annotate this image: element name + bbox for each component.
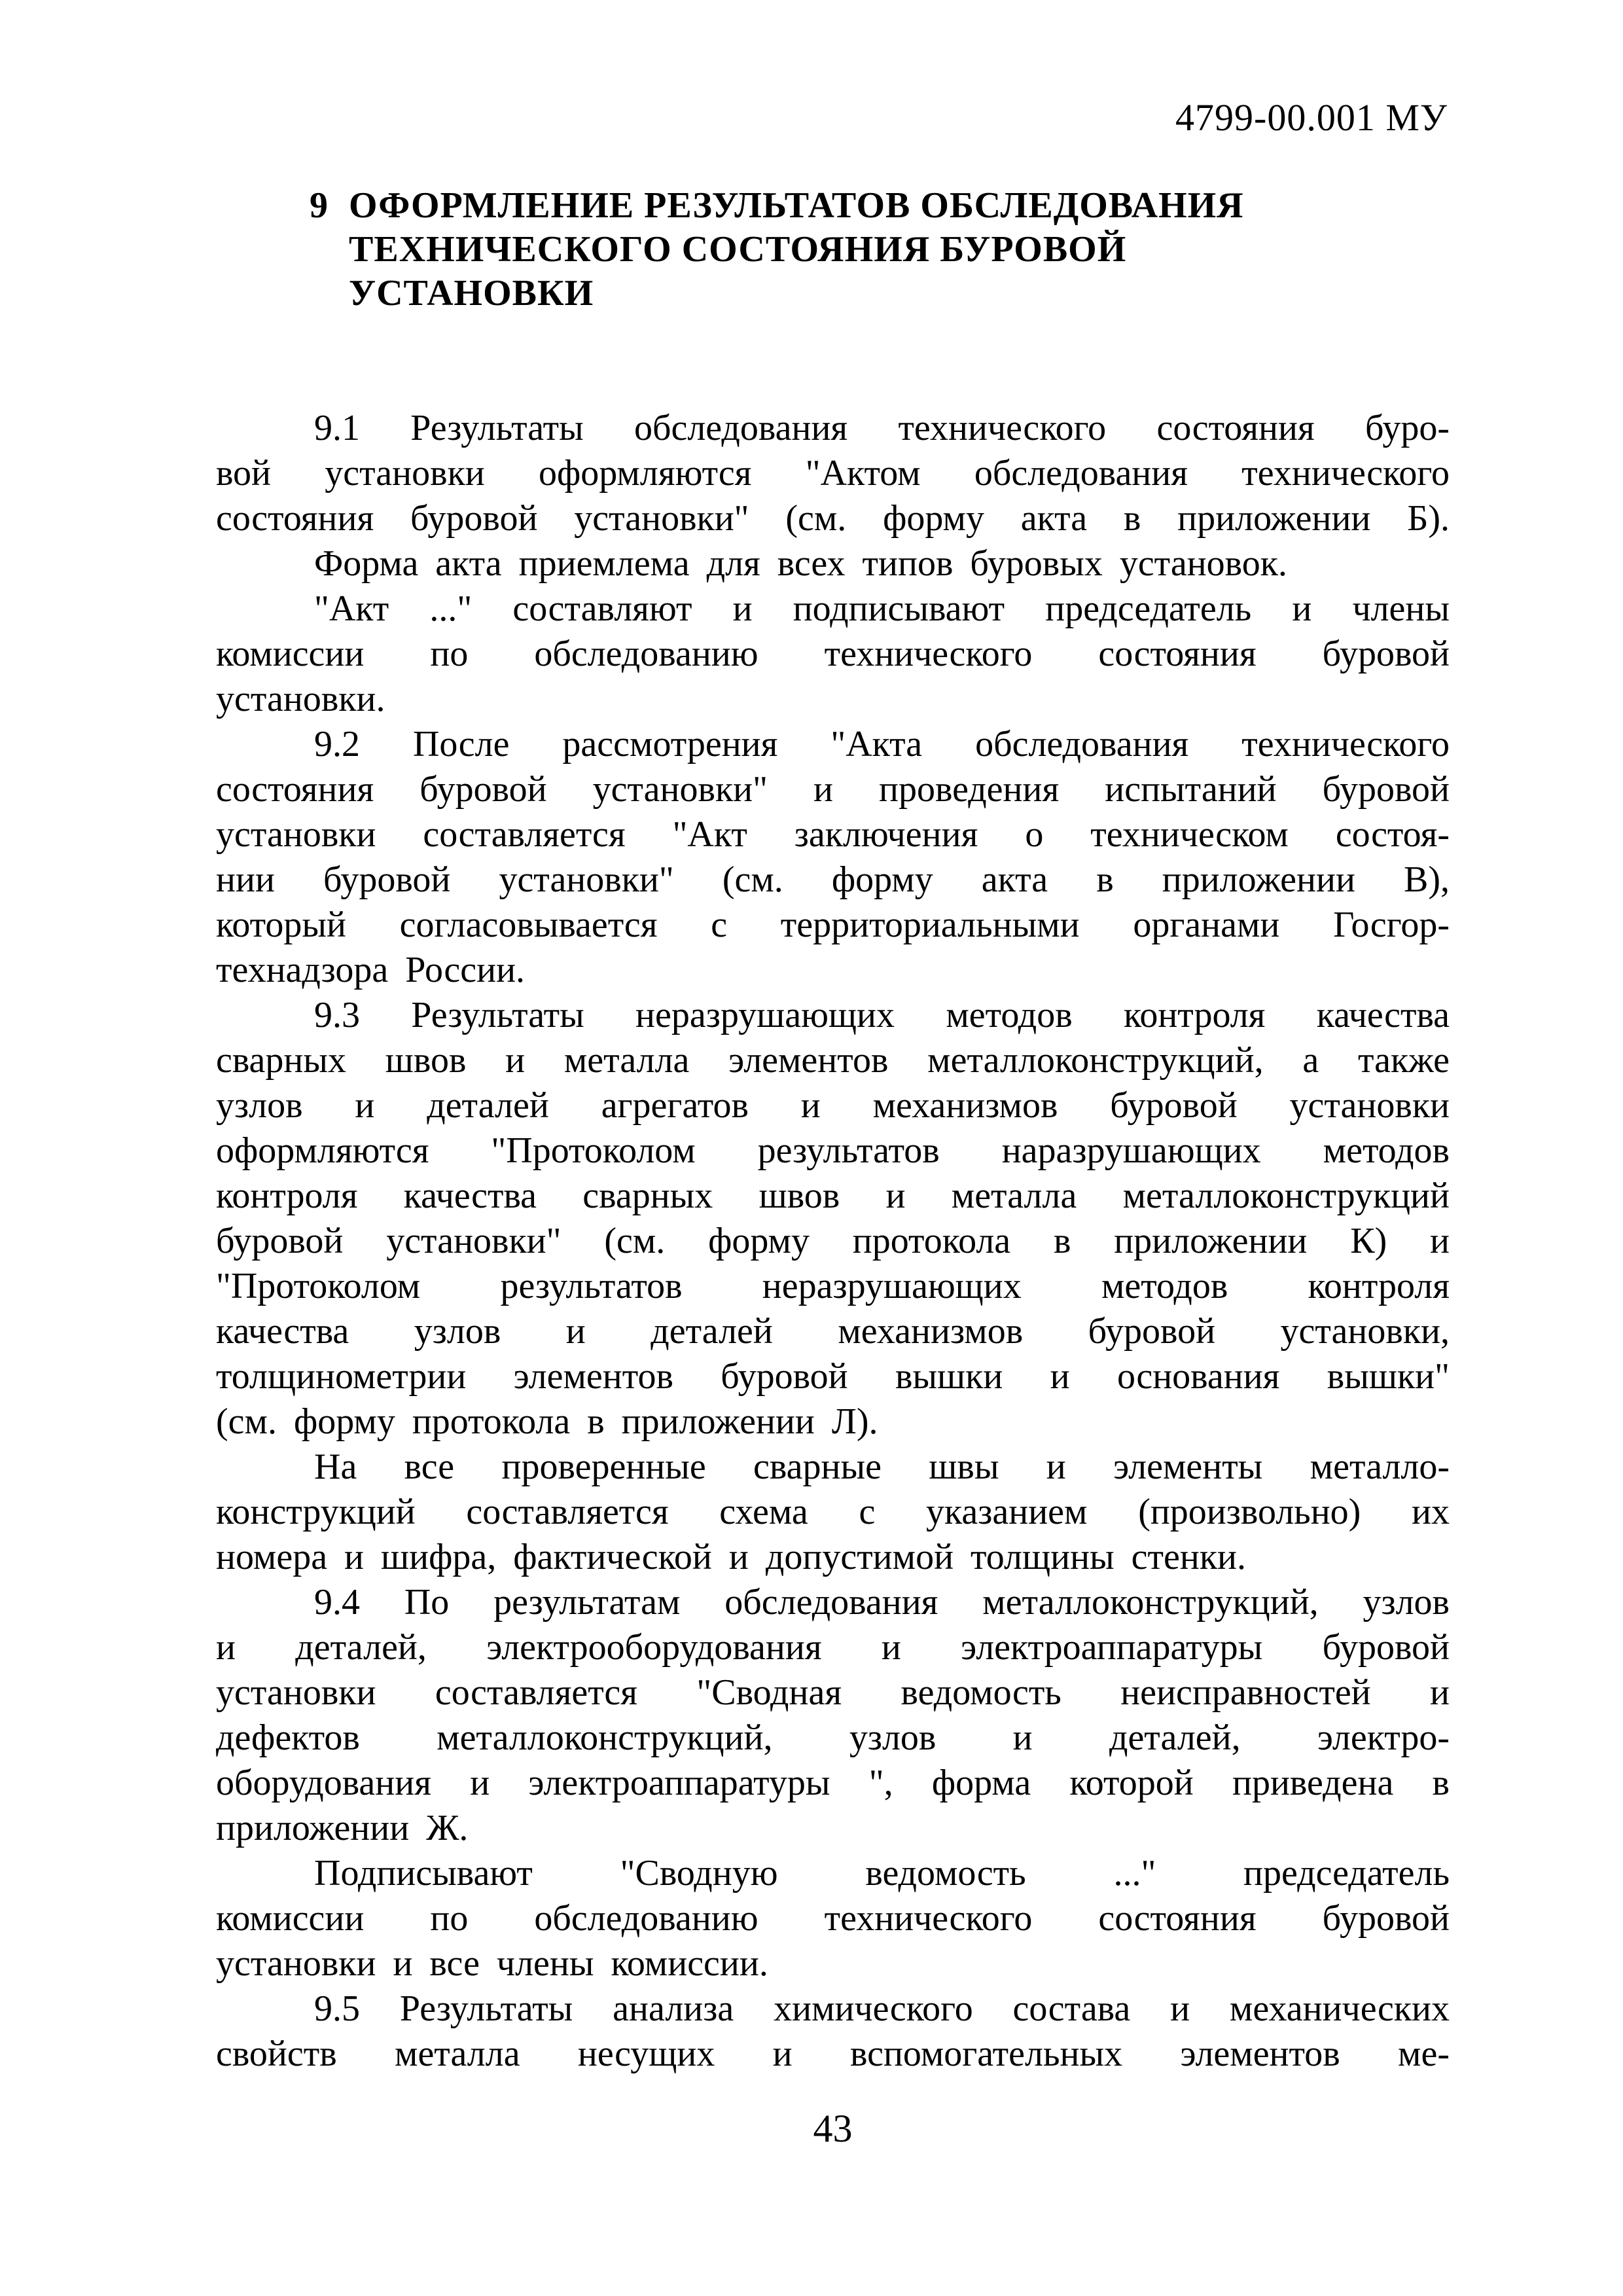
text-line: который согласовывается с территориальными органами Госгор- — [216, 905, 1450, 945]
text-line: свойств металла несущих и вспомогательных элементов ме- — [216, 2034, 1450, 2074]
text-line: дефектов металлоконструкций, узлов и деталей, электро- — [216, 1717, 1450, 1758]
text-line: технадзора России. — [216, 950, 526, 990]
text-line: 9.1 Результаты обследования технического состояния буро- — [314, 408, 1450, 448]
text-line: комиссии по обследованию технического состояния буровой — [216, 1898, 1450, 1939]
text-line: На все проверенные сварные швы и элементы металло- — [314, 1446, 1450, 1487]
section-heading-line-1 — [310, 184, 1244, 228]
text-line: Форма акта приемлема для всех типов буровых установок. — [314, 543, 1287, 584]
text-line: номера и шифра, фактической и допустимой толщины стенки. — [216, 1537, 1246, 1577]
text-line: установки. — [216, 679, 385, 719]
text-line: "Акт ..." составляют и подписывают председатель и члены — [314, 588, 1450, 629]
text-line: состояния буровой установки" (см. форму акта в приложении Б). — [216, 498, 1450, 539]
text-line: и деталей, электрооборудования и электроаппаратуры буровой — [216, 1627, 1450, 1668]
text-line: узлов и деталей агрегатов и механизмов буровой установки — [216, 1085, 1450, 1126]
text-line: состояния буровой установки" и проведения испытаний буровой — [216, 769, 1450, 810]
doc-number: 4799-00.001 МУ — [1175, 96, 1448, 139]
text-line: оформляются "Протоколом результатов наразрушающих методов — [216, 1130, 1450, 1171]
section-heading-line-2: ТЕХНИЧЕСКОГО СОСТОЯНИЯ БУРОВОЙ — [349, 229, 1127, 270]
text-line: качества узлов и деталей механизмов буровой установки, — [216, 1311, 1450, 1352]
section-heading — [310, 184, 1244, 315]
text-line: оборудования и электроаппаратуры ", форма которой приведена в — [216, 1763, 1450, 1803]
text-line: 9.5 Результаты анализа химического состава и механических — [314, 1988, 1450, 2029]
text-line: конструкций составляется схема с указанием (произвольно) их — [216, 1492, 1450, 1532]
text-line: установки и все члены комиссии. — [216, 1943, 768, 1984]
text-line: контроля качества сварных швов и металла металлоконструкций — [216, 1175, 1450, 1216]
text-line: буровой установки" (см. форму протокола в приложении К) и — [216, 1221, 1450, 1261]
text-line: 9.2 После рассмотрения "Акта обследования технического — [314, 724, 1450, 764]
text-line: установки составляется "Акт заключения о техническом состоя- — [216, 814, 1450, 855]
text-line: приложении Ж. — [216, 1808, 469, 1848]
text-line: вой установки оформляются "Актом обследования технического — [216, 453, 1450, 493]
text-line: толщинометрии элементов буровой вышки и основания вышки" — [216, 1356, 1450, 1397]
text-line: комиссии по обследованию технического состояния буровой — [216, 634, 1450, 674]
text-line: 9.4 По результатам обследования металлоконструкций, узлов — [314, 1582, 1450, 1623]
body-text — [216, 406, 1450, 2077]
section-heading-text-1: ОФОРМЛЕНИЕ РЕЗУЛЬТАТОВ ОБСЛЕДОВАНИЯ — [349, 185, 1244, 226]
text-line: установки составляется "Сводная ведомость неисправностей и — [216, 1672, 1450, 1713]
text-line: 9.3 Результаты неразрушающих методов контроля качества — [314, 995, 1450, 1035]
page-number: 43 — [813, 2107, 853, 2150]
text-line: сварных швов и металла элементов металлоконструкций, а также — [216, 1040, 1450, 1081]
section-heading-line-3: УСТАНОВКИ — [349, 273, 594, 314]
section-number: 9 — [310, 185, 329, 226]
text-line: нии буровой установки" (см. форму акта в приложении В), — [216, 859, 1450, 900]
text-line: Подписывают "Сводную ведомость ..." председатель — [314, 1853, 1450, 1893]
text-line: "Протоколом результатов неразрушающих методов контроля — [216, 1266, 1450, 1306]
text-line: (см. форму протокола в приложении Л). — [216, 1401, 878, 1442]
